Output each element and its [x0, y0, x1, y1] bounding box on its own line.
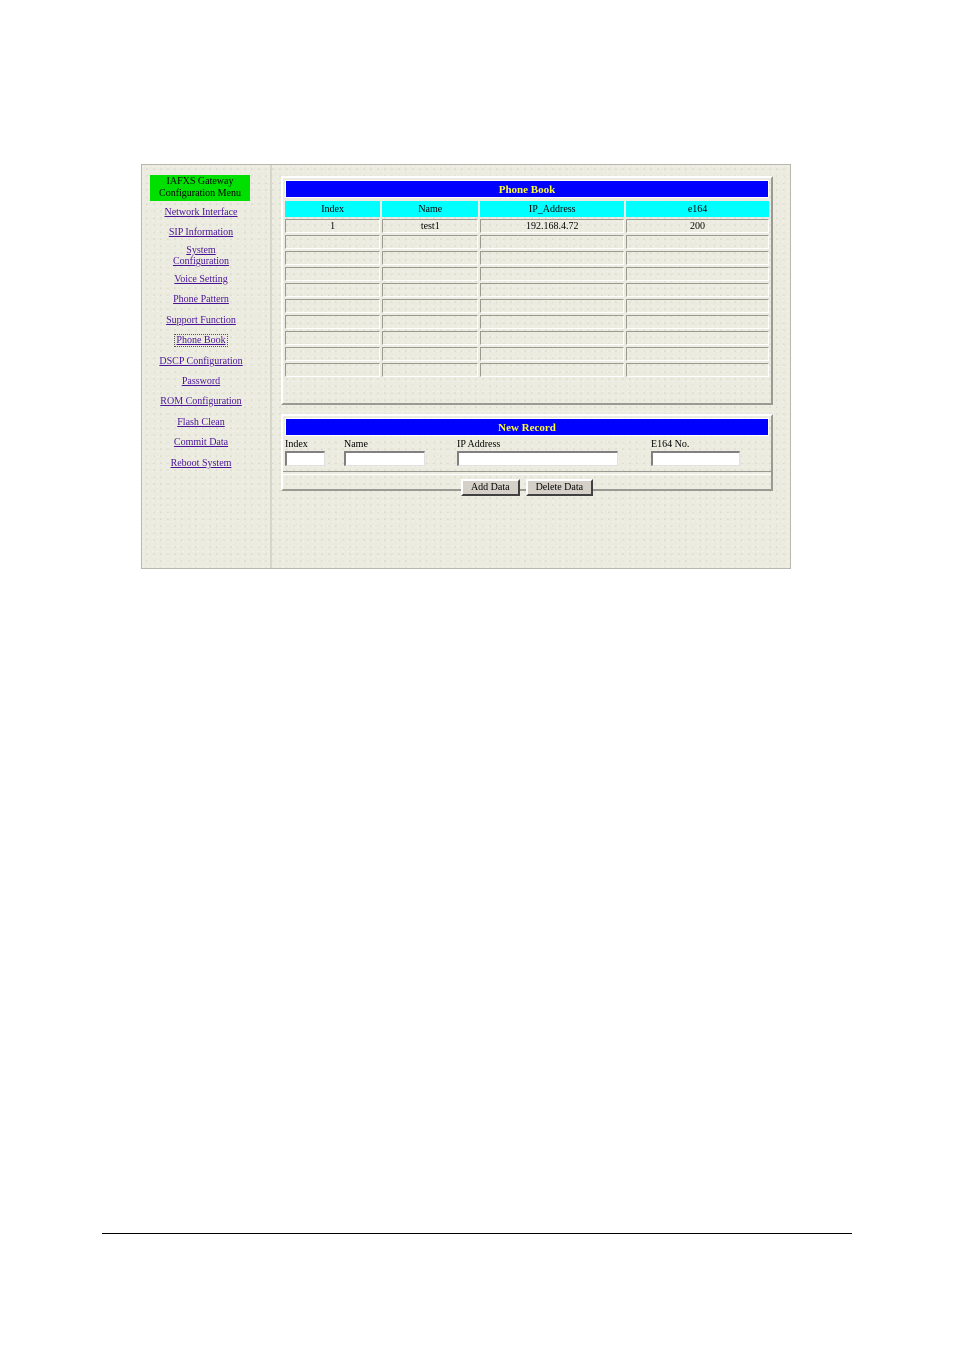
cell-e164 [626, 267, 769, 281]
table-row [285, 315, 769, 329]
table-row [285, 363, 769, 377]
cell-name [382, 283, 478, 297]
name-input[interactable] [344, 451, 425, 466]
cell-ip-address [480, 315, 624, 329]
cell-index: 1 [285, 219, 380, 233]
cell-e164 [626, 283, 769, 297]
menu-link-system-configuration-line1: System [186, 245, 216, 256]
cell-ip-address [480, 299, 624, 313]
menu-link-rom-configuration[interactable]: ROM Configuration [160, 396, 242, 407]
column-header-index: Index [285, 201, 380, 217]
cell-index [285, 283, 380, 297]
delete-data-button[interactable]: Delete Data [526, 479, 593, 496]
new-record-labels [285, 439, 769, 451]
cell-e164 [626, 331, 769, 345]
cell-e164: 200 [626, 219, 769, 233]
menu-link-dscp-configuration[interactable]: DSCP Configuration [159, 356, 243, 367]
table-row [285, 267, 769, 281]
menu-link-system-configuration-line2: Configuration [172, 256, 230, 267]
add-data-button[interactable]: Add Data [461, 479, 520, 496]
menu-link-phone-book[interactable] [142, 335, 260, 346]
cell-ip-address [480, 267, 624, 281]
menu-link-flash-clean[interactable]: Flash Clean [177, 417, 225, 428]
menu-link-phone-pattern[interactable]: Phone Pattern [173, 294, 229, 305]
cell-ip-address [480, 347, 624, 361]
new-record-panel [281, 414, 773, 491]
cell-index [285, 235, 380, 249]
cell-e164 [626, 299, 769, 313]
cell-ip-address [480, 331, 624, 345]
table-row [285, 219, 769, 233]
cell-e164 [626, 235, 769, 249]
menu-link-password[interactable]: Password [181, 376, 221, 387]
menu-link-commit-data[interactable]: Commit Data [173, 437, 229, 448]
name-label: Name [344, 439, 368, 450]
menu-link-sip-information[interactable]: SIP Information [168, 227, 234, 238]
cell-ip-address [480, 251, 624, 265]
cell-index [285, 315, 380, 329]
cell-name [382, 331, 478, 345]
new-record-inputs [285, 451, 769, 470]
cell-index [285, 331, 380, 345]
table-row [285, 283, 769, 297]
table-row [285, 235, 769, 249]
ip-address-input[interactable] [457, 451, 618, 466]
cell-index [285, 363, 380, 377]
new-record-actions [285, 477, 769, 495]
cell-ip-address [480, 363, 624, 377]
cell-e164 [626, 251, 769, 265]
menu-link-system-configuration[interactable] [142, 245, 260, 267]
table-row [285, 347, 769, 361]
menu-link-voice-setting[interactable]: Voice Setting [174, 274, 228, 285]
cell-ip-address: 192.168.4.72 [480, 219, 624, 233]
menu-link-reboot-system[interactable]: Reboot System [170, 458, 232, 469]
browser-screenshot [141, 164, 791, 569]
index-input[interactable] [285, 451, 325, 466]
menu-link-support-function[interactable]: Support Function [166, 315, 236, 326]
cell-index [285, 299, 380, 313]
menu-link-phone-book-label: Phone Book [176, 335, 226, 346]
cell-name [382, 347, 478, 361]
index-label: Index [285, 439, 308, 450]
cell-name [382, 251, 478, 265]
cell-index [285, 267, 380, 281]
cell-name [382, 299, 478, 313]
column-header-name: Name [382, 201, 478, 217]
phone-book-panel [281, 176, 773, 405]
table-row [285, 331, 769, 345]
cell-e164 [626, 347, 769, 361]
cell-ip-address [480, 235, 624, 249]
menu-link-network-interface[interactable]: Network Interface [164, 207, 238, 218]
page-footer-rule [102, 1233, 852, 1234]
config-menu-title-line1: IAFXS Gateway [166, 176, 234, 187]
cell-ip-address [480, 283, 624, 297]
config-menu-title [150, 175, 250, 201]
table-row [285, 299, 769, 313]
phone-book-header-row [285, 201, 769, 217]
column-header-e164: e164 [626, 201, 769, 217]
new-record-divider [283, 471, 771, 475]
cell-index [285, 347, 380, 361]
cell-name: test1 [382, 219, 478, 233]
cell-e164 [626, 363, 769, 377]
cell-index [285, 251, 380, 265]
cell-name [382, 267, 478, 281]
column-header-ip-address: IP_Address [480, 201, 624, 217]
cell-e164 [626, 315, 769, 329]
config-menu-sidebar [142, 165, 272, 568]
e164-label: E164 No. [651, 439, 690, 450]
phone-book-table [283, 199, 771, 379]
config-menu-title-line2: Configuration Menu [159, 188, 241, 199]
table-row [285, 251, 769, 265]
cell-name [382, 235, 478, 249]
e164-input[interactable] [651, 451, 740, 466]
new-record-title: New Record [285, 418, 769, 436]
ip-address-label: IP Address [457, 439, 501, 450]
cell-name [382, 315, 478, 329]
cell-name [382, 363, 478, 377]
phone-book-title: Phone Book [285, 180, 769, 198]
